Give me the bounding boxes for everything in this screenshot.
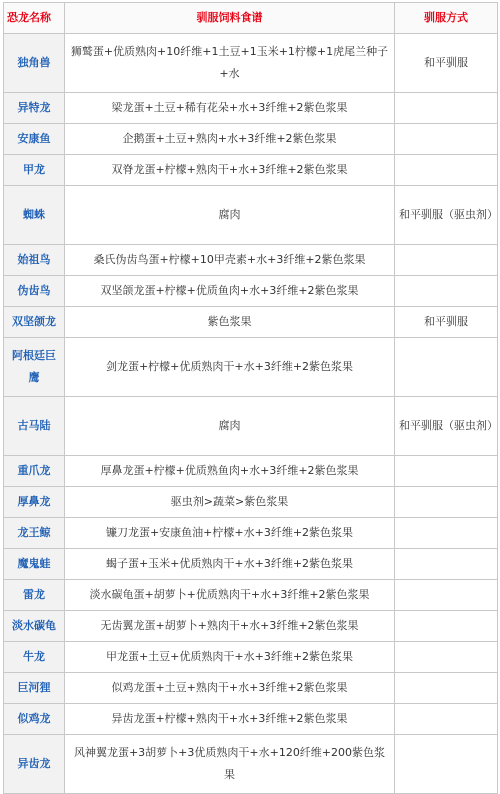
method-cell: 和平驯服（驱虫剂） xyxy=(395,186,498,245)
recipe-cell: 驱虫剂>蔬菜>紫色浆果 xyxy=(65,487,395,518)
method-cell: 和平驯服 xyxy=(395,307,498,338)
dino-name-cell: 始祖鸟 xyxy=(4,245,65,276)
table-row xyxy=(4,307,498,338)
recipe-cell: 似鸡龙蛋+土豆+熟肉干+水+3纤维+2紫色浆果 xyxy=(65,673,395,704)
table-row xyxy=(4,338,498,397)
table-row xyxy=(4,673,498,704)
taming-table-container xyxy=(3,2,497,794)
dino-name-cell: 牛龙 xyxy=(4,642,65,673)
table-row xyxy=(4,155,498,186)
method-cell xyxy=(395,549,498,580)
header-method: 驯服方式 xyxy=(395,3,498,34)
method-cell xyxy=(395,245,498,276)
method-cell xyxy=(395,487,498,518)
dino-name-cell: 古马陆 xyxy=(4,397,65,456)
method-cell xyxy=(395,93,498,124)
table-row xyxy=(4,642,498,673)
table-row xyxy=(4,704,498,735)
recipe-cell: 异齿龙蛋+柠檬+熟肉干+水+3纤维+2紫色浆果 xyxy=(65,704,395,735)
method-cell xyxy=(395,580,498,611)
header-recipe: 驯服饲料食谱 xyxy=(65,3,395,34)
method-cell xyxy=(395,642,498,673)
header-dino-name: 恐龙名称 xyxy=(4,3,65,34)
dino-name-cell: 阿根廷巨鹰 xyxy=(4,338,65,397)
recipe-cell: 蝎子蛋+玉米+优质熟肉干+水+3纤维+2紫色浆果 xyxy=(65,549,395,580)
method-cell xyxy=(395,673,498,704)
table-row xyxy=(4,397,498,456)
recipe-cell: 梁龙蛋+土豆+稀有花朵+水+3纤维+2紫色浆果 xyxy=(65,93,395,124)
method-cell xyxy=(395,704,498,735)
dino-name-cell: 重爪龙 xyxy=(4,456,65,487)
recipe-cell: 淡水碳龟蛋+胡萝卜+优质熟肉干+水+3纤维+2紫色浆果 xyxy=(65,580,395,611)
dino-name-cell: 蜘蛛 xyxy=(4,186,65,245)
dino-name-cell: 巨河狸 xyxy=(4,673,65,704)
method-cell xyxy=(395,276,498,307)
recipe-cell: 紫色浆果 xyxy=(65,307,395,338)
method-cell xyxy=(395,155,498,186)
taming-table xyxy=(3,2,498,794)
table-row xyxy=(4,611,498,642)
recipe-cell: 无齿翼龙蛋+胡萝卜+熟肉干+水+3纤维+2紫色浆果 xyxy=(65,611,395,642)
method-cell: 和平驯服（驱虫剂） xyxy=(395,397,498,456)
dino-name-cell: 淡水碳龟 xyxy=(4,611,65,642)
table-body xyxy=(4,34,498,794)
recipe-cell: 企鹅蛋+土豆+熟肉+水+3纤维+2紫色浆果 xyxy=(65,124,395,155)
dino-name-cell: 独角兽 xyxy=(4,34,65,93)
table-row xyxy=(4,456,498,487)
dino-name-cell: 伪齿鸟 xyxy=(4,276,65,307)
dino-name-cell: 异特龙 xyxy=(4,93,65,124)
method-cell xyxy=(395,456,498,487)
recipe-cell: 厚鼻龙蛋+柠檬+优质熟鱼肉+水+3纤维+2紫色浆果 xyxy=(65,456,395,487)
table-row xyxy=(4,93,498,124)
dino-name-cell: 异齿龙 xyxy=(4,735,65,794)
dino-name-cell: 厚鼻龙 xyxy=(4,487,65,518)
recipe-cell: 双脊龙蛋+柠檬+熟肉干+水+3纤维+2紫色浆果 xyxy=(65,155,395,186)
table-row xyxy=(4,124,498,155)
recipe-cell: 双坚颌龙蛋+柠檬+优质鱼肉+水+3纤维+2紫色浆果 xyxy=(65,276,395,307)
table-row xyxy=(4,549,498,580)
table-row xyxy=(4,487,498,518)
table-row xyxy=(4,580,498,611)
table-row xyxy=(4,276,498,307)
dino-name-cell: 似鸡龙 xyxy=(4,704,65,735)
dino-name-cell: 安康鱼 xyxy=(4,124,65,155)
dino-name-cell: 龙王鲸 xyxy=(4,518,65,549)
table-row xyxy=(4,34,498,93)
recipe-cell: 风神翼龙蛋+3胡萝卜+3优质熟肉干+水+120纤维+200紫色浆果 xyxy=(65,735,395,794)
method-cell xyxy=(395,338,498,397)
method-cell xyxy=(395,611,498,642)
recipe-cell: 桑氏伪齿鸟蛋+柠檬+10甲壳素+水+3纤维+2紫色浆果 xyxy=(65,245,395,276)
method-cell xyxy=(395,124,498,155)
recipe-cell: 腐肉 xyxy=(65,397,395,456)
recipe-cell: 镰刀龙蛋+安康鱼油+柠檬+水+3纤维+2紫色浆果 xyxy=(65,518,395,549)
table-row xyxy=(4,518,498,549)
dino-name-cell: 双坚颌龙 xyxy=(4,307,65,338)
table-row xyxy=(4,245,498,276)
table-row xyxy=(4,186,498,245)
table-header xyxy=(4,3,498,34)
method-cell xyxy=(395,518,498,549)
recipe-cell: 腐肉 xyxy=(65,186,395,245)
recipe-cell: 剑龙蛋+柠檬+优质熟肉干+水+3纤维+2紫色浆果 xyxy=(65,338,395,397)
dino-name-cell: 魔鬼蛙 xyxy=(4,549,65,580)
method-cell: 和平驯服 xyxy=(395,34,498,93)
dino-name-cell: 雷龙 xyxy=(4,580,65,611)
header-row xyxy=(4,3,498,34)
recipe-cell: 狮鹫蛋+优质熟肉+10纤维+1土豆+1玉米+1柠檬+1虎尾兰种子+水 xyxy=(65,34,395,93)
recipe-cell: 甲龙蛋+土豆+优质熟肉干+水+3纤维+2紫色浆果 xyxy=(65,642,395,673)
dino-name-cell: 甲龙 xyxy=(4,155,65,186)
